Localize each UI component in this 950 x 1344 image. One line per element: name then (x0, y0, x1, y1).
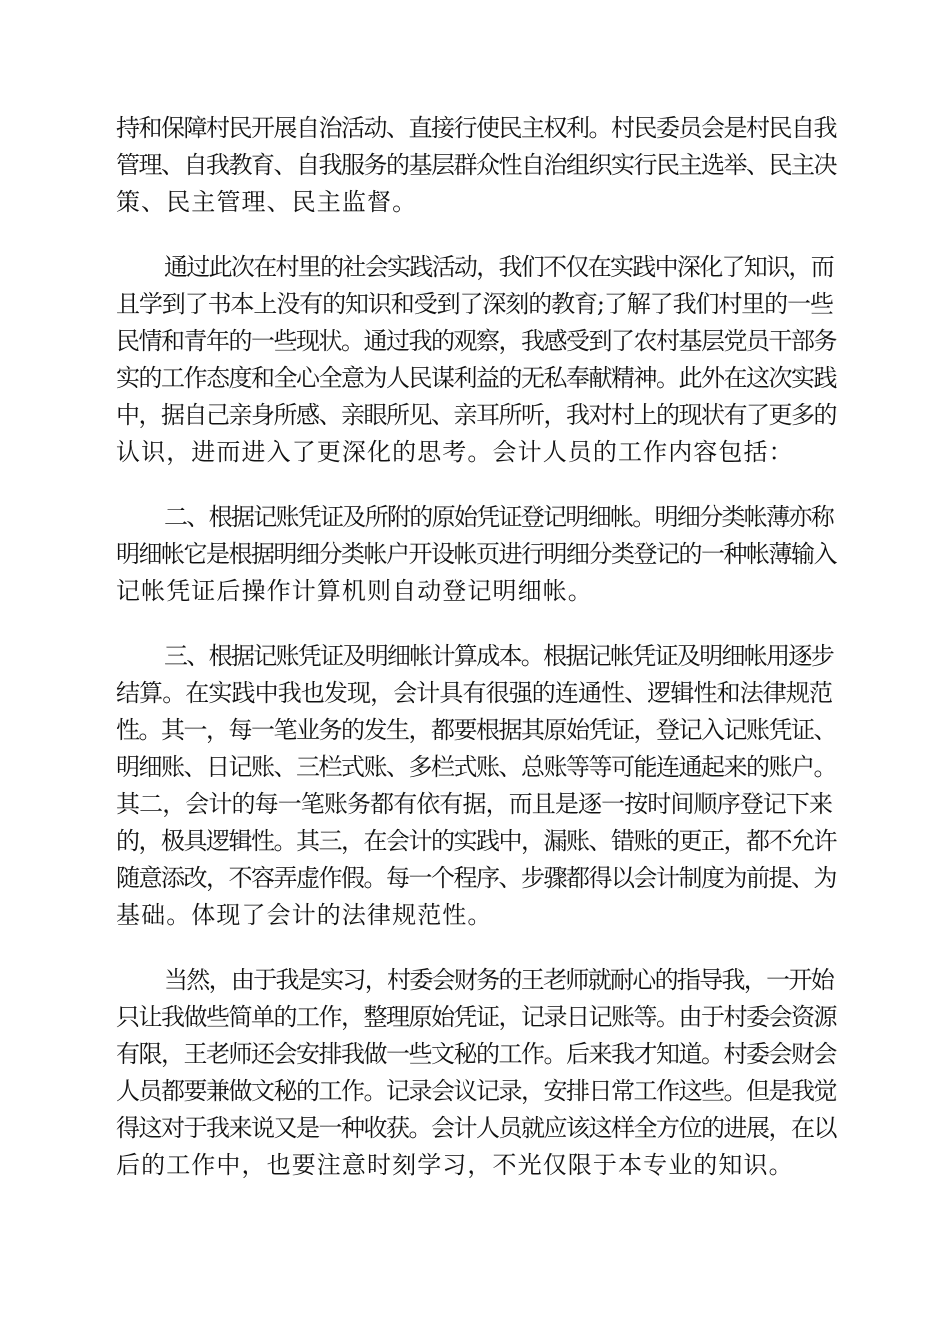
text-line: 得这对于我来说又是一种收获。会计人员就应该这样全方位的进展，在以 (116, 1114, 836, 1142)
text-line: 结算。在实践中我也发现，会计具有很强的连通性、逻辑性和法律规范 (116, 679, 833, 707)
text-line: 且学到了书本上没有的知识和受到了深刻的教育;了解了我们村里的一些 (116, 290, 833, 318)
text-line: 性。其一，每一笔业务的发生，都要根据其原始凭证，登记入记账凭证、 (116, 716, 836, 744)
text-line: 通过此次在村里的社会实践活动，我们不仅在实践中深化了知识，而 (164, 253, 833, 281)
text-line: 有限，王老师还会安排我做一些文秘的工作。后来我才知道。村委会财会 (116, 1040, 836, 1068)
text-line: 基础。体现了会计的法律规范性。 (116, 901, 493, 929)
paragraph-4 (116, 638, 836, 934)
paragraph-5 (116, 962, 836, 1184)
text-line: 记帐凭证后操作计算机则自动登记明细帐。 (116, 577, 593, 605)
paragraph-1 (116, 110, 836, 221)
text-line: 当然，由于我是实习，村委会财务的王老师就耐心的指导我，一开始 (164, 966, 833, 994)
paragraph-3 (116, 499, 836, 610)
text-line: 只让我做些简单的工作，整理原始凭证，记录日记账等。由于村委会资源 (116, 1003, 836, 1031)
text-line: 中，据自己亲身所感、亲眼所见、亲耳所听，我对村上的现状有了更多的 (116, 401, 836, 429)
text-line: 后的工作中，也要注意时刻学习，不光仅限于本专业的知识。 (116, 1151, 794, 1179)
text-line: 随意添改，不容弄虚作假。每一个程序、步骤都得以会计制度为前提、为 (116, 864, 836, 892)
text-line: 的，极具逻辑性。其三，在会计的实践中，漏账、错账的更正，都不允许 (116, 827, 836, 855)
text-line: 三、根据记账凭证及明细帐计算成本。根据记帐凭证及明细帐用逐步 (164, 642, 833, 670)
document-page (116, 110, 836, 1212)
text-line: 管理、自我教育、自我服务的基层群众性自治组织实行民主选举、民主决 (116, 151, 836, 179)
text-line: 明细帐它是根据明细分类帐户开设帐页进行明细分类登记的一种帐薄输入 (116, 540, 836, 568)
text-line: 其二，会计的每一笔账务都有依有据，而且是逐一按时间顺序登记下来 (116, 790, 833, 818)
text-line: 二、根据记账凭证及所附的原始凭证登记明细帐。明细分类帐薄亦称 (164, 503, 833, 531)
text-line: 民情和青年的一些现状。通过我的观察，我感受到了农村基层党员干部务 (116, 327, 836, 355)
text-line: 人员都要兼做文秘的工作。记录会议记录，安排日常工作这些。但是我觉 (116, 1077, 836, 1105)
text-line: 明细账、日记账、三栏式账、多栏式账、总账等等可能连通起来的账户。 (116, 753, 836, 781)
text-line: 策、民主管理、民主监督。 (116, 188, 418, 216)
text-line: 持和保障村民开展自治活动、直接行使民主权利。村民委员会是村民自我 (116, 114, 836, 142)
text-line: 认识，进而进入了更深化的思考。会计人员的工作内容包括： (116, 438, 794, 466)
text-line: 实的工作态度和全心全意为人民谋利益的无私奉献精神。此外在这次实践 (116, 364, 836, 392)
paragraph-2 (116, 249, 836, 471)
